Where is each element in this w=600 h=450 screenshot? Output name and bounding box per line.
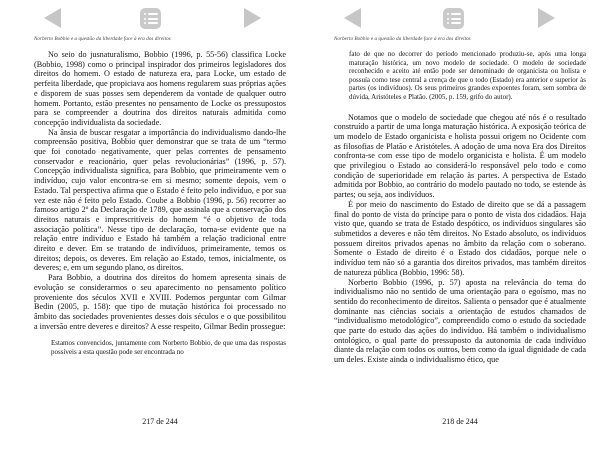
prev-arrow-icon xyxy=(344,8,361,28)
contents-menu-button-right[interactable] xyxy=(443,8,464,29)
block-quote: Estamos convencidos, juntamente com Norberto Bobbio, de que uma das respostas possíveis a esta questão pode ser encontrada no xyxy=(51,339,286,356)
paragraph: Notamos que o modelo de sociedade que chegou até nós é o resultado construído a partir de uma longa maturação histórica. A exposição teórica de um modelo de Estado organicista e holista possui origem no Ocidente com as filosofias de Platão e Aristóteles. A adoção de uma nova Era dos Direitos confronta-se com esse tipo de modelo organicista e holista. É um modelo que privilegiou o Estado ao considerá-lo responsável pelo todo e como condição de superioridade em relação às partes. A perspectiva de Estado admitida por Bobbio, ao contrário do modelo pautado no todo, se estende às partes; ou seja, aos indivíduos. xyxy=(334,112,586,200)
list-menu-icon xyxy=(443,8,464,29)
page-number: 218 de 244 xyxy=(442,417,478,426)
paragraph: Norberto Bobbio (1996, p. 57) aposta na relevância do tema do individualismo não no sentido de uma orientação para o egoísmo, mas no sentido do reconhecimento de direitos. Salienta o pensador que é atualmente dominante nas ciências sociais a orientação de estudos chamados de “individualismo metodológico”, compreendido como o estudo da sociedade que parte do estudo das ações do indivíduo. Há também o individualismo ontológico, o qual parte do pressuposto da autonomia de cada indivíduo diante da relação com todos os outros, bem como da igual dignidade de cada um deles. Existe ainda o individualismo ético, que xyxy=(334,277,586,365)
running-header: Norberto Bobbio e a questão da liberdade face à era dos direitos xyxy=(334,37,471,42)
block-quote: fato de que no decorrer do período mencionado produziu-se, após uma longa maturação histórica, um novo modelo de sociedade. O modelo de sociedade reconhecido e aceito até então pode ser denominado de organicista ou holista e possuía como tese central a crença de que o todo (Estado) era anterior e superior às partes (os indivíduos). Os seus primeiros grandes expoentes foram, sem sombra de dúvida, Aristóteles e Platão. (2005, p. 159, grifo do autor). xyxy=(349,50,586,101)
paragraph: Na ânsia de buscar resgatar a importância do individualismo dando-lhe compreensão positiva, Bobbio quer demonstrar que se trata de um “termo que foi conotado negativamente, quer pelas correntes de pensamento conservador e reacionário, quer pelas revolucionárias” (1996, p. 57). Concepção individualista significa, para Bobbio, que primeiramente vem o indivíduo, cujo valor encontra-se em si mesmo; somente depois, vem o Estado. Tal perspectiva afirma que o Estado é feito pelo indivíduo, e por sua vez este não é feito pelo Estado. Coube a Bobbio (1996, p. 56) recorrer ao famoso artigo 2º da Declaração de 1789, que assinala que a conservação dos direitos naturais e imprescritíveis do homem “é o objetivo de toda associação política”. Nesse tipo de declaração, torna-se evidente que na relação entre indivíduo e Estado há também a relação tradicional entre direito e dever. Em se tratando de indivíduos, primeiramente, temos os direitos; depois, os deveres. Em relação ao Estado, temos, inicialmente, os deveres; e, em um segundo plano, os direitos. xyxy=(34,127,286,273)
paragraph: No seio do jusnaturalismo, Bobbio (1996, p. 55-56) classifica Locke (Bobbio, 1998) como o principal inspirador dos primeiros legisladores dos direitos do homem. O estado de natureza era, para Locke, um estado de perfeita liberdade, que propiciava aos homens regularem suas próprias ações e disporem de suas posses sem dependerem da vontade de qualquer outro homem. Portanto, estão presentes no pensamento de Locke os pressupostos para se compreender a doutrina dos direitos naturais admitida como concepção individualista da sociedade. xyxy=(34,50,286,127)
prev-arrow-icon xyxy=(44,8,61,28)
paragraph: É por meio do nascimento do Estado de direito que se dá a passagem final do ponto de vista do príncipe para o ponto de vista dos cidadãos. Haja visto que, quando se trata de Estado despótico, os indivíduos singulares são submetidos a deveres e não têm direitos. No Estado absoluto, os indivíduos possuem direitos privados apenas no âmbito da relação com o soberano. Somente o Estado de direito é o Estado dos cidadãos, porque nele o indivíduo tem não só a garantia dos direitos privados, mas também direitos de natureza pública (Bobbio, 1996: 58). xyxy=(334,199,586,277)
list-menu-icon xyxy=(140,8,161,29)
next-arrow-icon xyxy=(244,8,261,28)
prev-page-button-right[interactable] xyxy=(344,8,361,28)
next-arrow-icon xyxy=(538,8,555,28)
paragraph: Para Bobbio, a doutrina dos direitos do homem apresenta sinais de evolução se considerarmos o seu aparecimento no pensamento político proveniente dos séculos XVII e XVIII. Podemos perguntar com Gilmar Bedin (2005, p. 158): que tipo de mutação histórica foi processado no âmbito das sociedades provenientes desses dois séculos e o que possibilitou a inversão entre deveres e direitos? A esse respeito, Gilmar Bedin prossegue: xyxy=(34,273,286,331)
page-body xyxy=(34,50,286,357)
book-page-right xyxy=(334,37,586,365)
next-page-button-left[interactable] xyxy=(244,8,261,28)
contents-menu-button-left[interactable] xyxy=(140,8,161,29)
page-body xyxy=(334,50,586,365)
book-page-left xyxy=(34,37,286,357)
running-header: Norberto Bobbio e a questão da liberdade face à era dos direitos xyxy=(34,37,171,42)
page-number: 217 de 244 xyxy=(142,417,178,426)
prev-page-button-left[interactable] xyxy=(44,8,61,28)
next-page-button-right[interactable] xyxy=(538,8,555,28)
